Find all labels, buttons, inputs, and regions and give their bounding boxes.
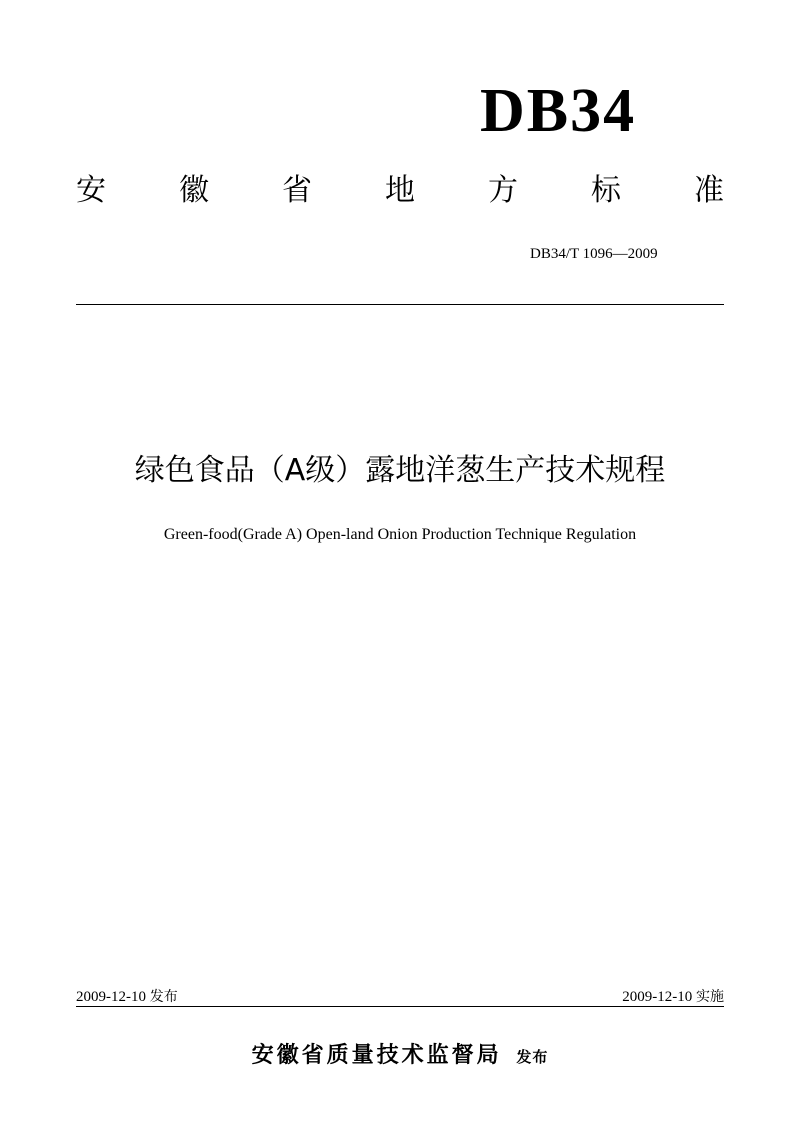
publisher-block [0, 1038, 800, 1069]
title-char: 安 [76, 173, 106, 208]
title-char: 方 [488, 173, 518, 208]
standard-category-title [76, 173, 724, 208]
title-char: 准 [694, 173, 724, 208]
title-char: 地 [385, 173, 415, 208]
release-date-block [76, 986, 178, 1006]
document-title-en: Green-food(Grade A) Open-land Onion Production Technique Regulation [163, 526, 637, 543]
publisher-name: 安徽省质量技术监督局 [251, 1042, 502, 1068]
release-date: 2009-12-10 [76, 989, 146, 1005]
release-label: 发布 [149, 989, 178, 1005]
publisher-suffix: 发布 [516, 1048, 549, 1066]
standard-number: DB34/T 1096—2009 [530, 246, 658, 262]
title-char: 省 [282, 173, 312, 208]
bottom-divider [76, 1006, 724, 1007]
title-char: 徽 [179, 173, 209, 208]
title-char: 标 [591, 173, 621, 208]
implement-date-block [622, 986, 724, 1006]
implement-label: 实施 [696, 989, 724, 1005]
standard-code: DB34 [480, 77, 637, 145]
implement-date: 2009-12-10 [622, 989, 693, 1005]
top-divider [76, 304, 724, 305]
document-title-cn: 绿色食品（A级）露地洋葱生产技术规程 [134, 453, 666, 488]
